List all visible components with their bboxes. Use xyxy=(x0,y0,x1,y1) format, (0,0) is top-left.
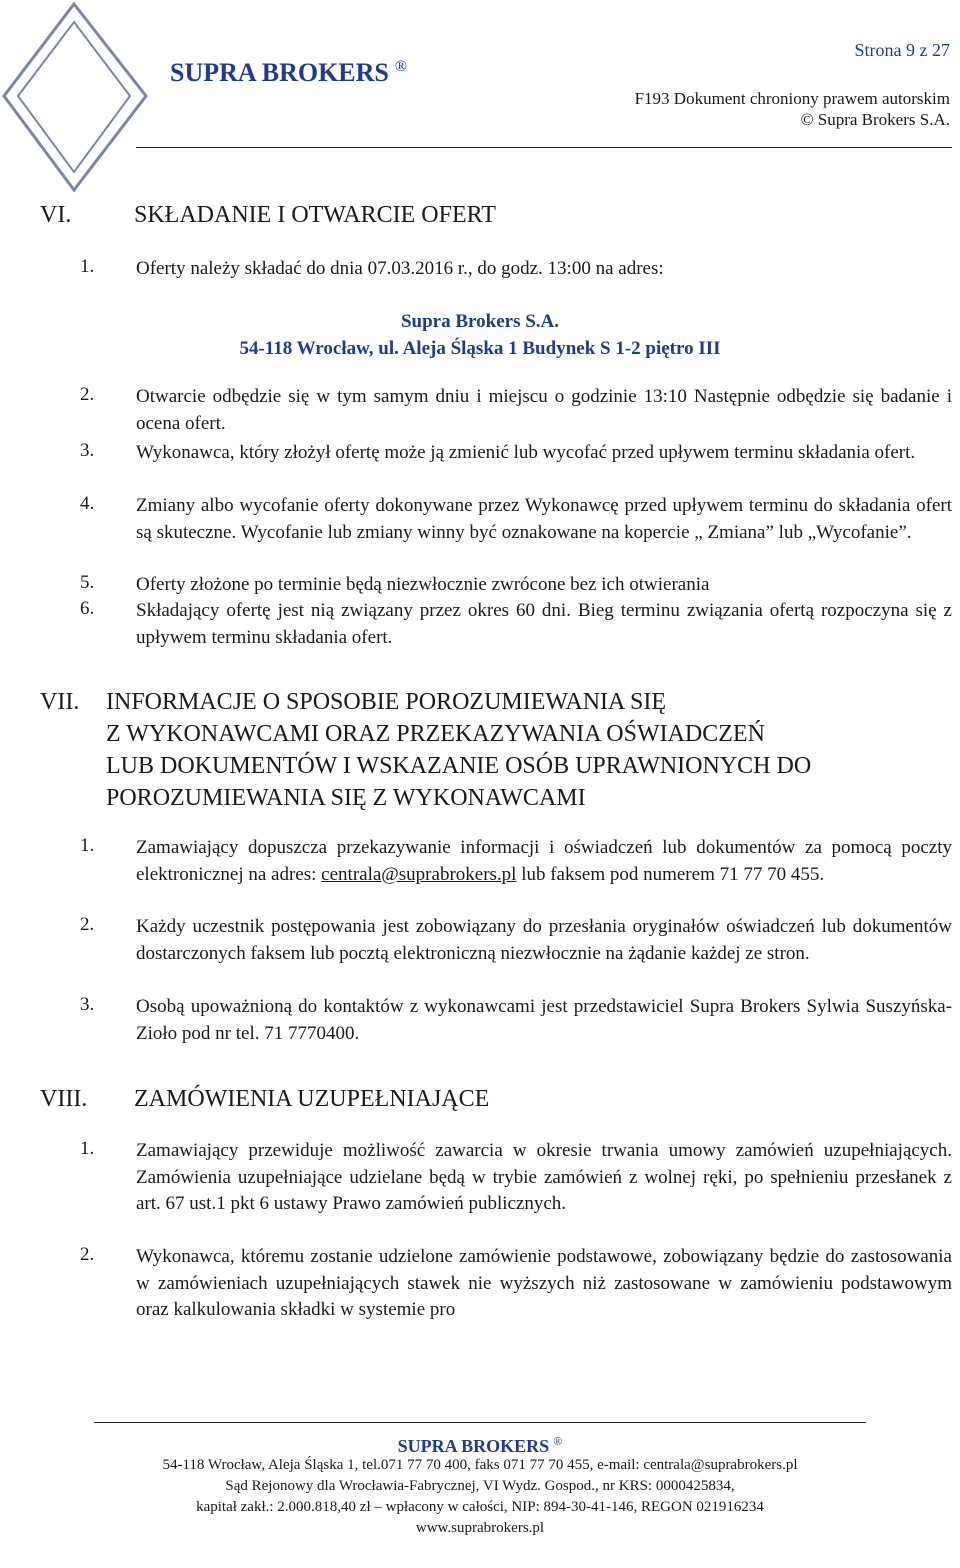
list-item xyxy=(80,598,952,651)
item-text: Oferty złożone po terminie będą niezwłocznie zwrócone bez ich otwierania xyxy=(136,574,710,595)
list-item xyxy=(80,440,952,467)
item-text: Oferty należy składać do dnia 07.03.2016 r., do godz. 13:00 na adres: xyxy=(136,258,664,279)
item-text: Składający ofertę jest nią związany przez okres 60 dni. Bieg terminu związania ofertą rozpoczyna się z upływem terminu składania ofert. xyxy=(136,600,952,648)
item-text: Wykonawca, któremu zostanie udzielone zamówienie podstawowe, zobowiązany będzie do zastosowania w zamówieniach uzupełniających stawek nie wyższych niż zastosowane w zamówieniu podstawowym oraz kalkulowania składki w systemie pro xyxy=(136,1246,952,1320)
section-7-number: VII. xyxy=(40,689,80,715)
list-item xyxy=(80,1138,952,1218)
item-text: Zmiany albo wycofanie oferty dokonywane przez Wykonawcę przed upływem terminu do składania ofert są skuteczne. Wycofanie lub zmiany winny być oznakowane na kopercie „ Zmiana” lub „Wycofanie”. xyxy=(136,495,952,543)
item-text-part: Zamawiający dopuszcza przekazywanie informacji i oświadczeń lub dokumentów za pomocą poczty elektronicznej na adres: xyxy=(136,837,952,885)
item-text: Osobą upoważnioną do kontaktów z wykonawcami jest przedstawiciel Supra Brokers Sylwia Suszyńska-Zioło pod nr tel. 71 7770400. xyxy=(136,996,952,1044)
section-7-title-line: Z WYKONAWCAMI ORAZ PRZEKAZYWANIA OŚWIADCZEŃ xyxy=(106,721,765,747)
item-number: 6. xyxy=(80,598,95,619)
footer-details xyxy=(0,1455,960,1539)
item-number: 2. xyxy=(80,384,95,405)
item-text xyxy=(136,835,952,888)
footer-address: 54-118 Wrocław, Aleja Śląska 1, tel.071 77 70 400, faks 071 77 70 455, e-mail: centrala@suprabrokers.pl xyxy=(162,1457,798,1473)
section-7-title xyxy=(106,686,811,814)
item-text: Otwarcie odbędzie się w tym samym dniu i miejscu o godzinie 13:10 Następnie odbędzie się badanie i ocena ofert. xyxy=(136,386,952,434)
item-number: 2. xyxy=(80,914,95,935)
footer-brand: SUPRA BROKERS ® xyxy=(397,1434,563,1456)
footer-website: www.suprabrokers.pl xyxy=(415,1520,545,1536)
list-item xyxy=(80,914,952,967)
item-text: Zamawiający przewiduje możliwość zawarcia w okresie trwania umowy zamówień uzupełniających. Zamówienia uzupełniające udzielane będą w trybie zamówień z wolnej ręki, po spełnieniu przesłanek z art. 67 ust.1 pkt 6 ustawy Prawo zamówień publicznych. xyxy=(136,1140,952,1214)
address-street: 54-118 Wrocław, ul. Aleja Śląska 1 Budynek S 1-2 piętro III xyxy=(239,338,721,359)
list-item xyxy=(80,835,952,888)
item-number: 1. xyxy=(80,1138,95,1159)
address-company: Supra Brokers S.A. xyxy=(400,311,559,332)
list-item xyxy=(80,384,952,437)
item-text-part: lub faksem pod numerem 71 77 70 455. xyxy=(516,863,825,885)
address-block xyxy=(0,308,960,362)
item-number: 2. xyxy=(80,1244,95,1265)
section-8-number: VIII. xyxy=(40,1086,88,1112)
footer-court: Sąd Rejonowy dla Wrocławia-Fabrycznej, VI Wydz. Gospod., nr KRS: 0000425834, xyxy=(225,1478,735,1494)
list-item xyxy=(80,1244,952,1324)
section-7-title-line: POROZUMIEWANIA SIĘ Z WYKONAWCAMI xyxy=(106,785,586,811)
header-brand: SUPRA BROKERS ® xyxy=(170,58,408,87)
section-6-title: SKŁADANIE I OTWARCIE OFERT xyxy=(134,202,496,228)
copyright-line: F193 Dokument chroniony prawem autorskim xyxy=(634,89,950,108)
section-6-number: VI. xyxy=(40,202,72,228)
item-number: 5. xyxy=(80,572,95,593)
footer-rule xyxy=(94,1422,866,1423)
section-7-title-line: LUB DOKUMENTÓW I WSKAZANIE OSÓB UPRAWNIONYCH DO xyxy=(106,753,812,779)
email-link[interactable]: centrala@suprabrokers.pl xyxy=(321,863,517,885)
item-number: 1. xyxy=(80,835,95,856)
footer-capital: kapitał zakł.: 2.000.818,40 zł – wpłacony w całości, NIP: 894-30-41-146, REGON 021916234 xyxy=(196,1499,764,1515)
item-number: 4. xyxy=(80,493,95,514)
document-copyright xyxy=(635,88,950,130)
item-text: Wykonawca, który złożył ofertę może ją zmienić lub wycofać przed upływem terminu składania ofert. xyxy=(136,442,916,463)
list-item xyxy=(80,256,952,283)
section-7-title-line: INFORMACJE O SPOSOBIE POROZUMIEWANIA SIĘ xyxy=(106,689,667,715)
supra-brokers-logo xyxy=(0,0,150,200)
section-8-title: ZAMÓWIENIA UZUPEŁNIAJĄCE xyxy=(134,1086,490,1112)
item-number: 3. xyxy=(80,440,95,461)
list-item xyxy=(80,994,952,1047)
item-number: 1. xyxy=(80,256,95,277)
copyright-owner: © Supra Brokers S.A. xyxy=(800,110,950,129)
header-rule xyxy=(136,147,952,148)
list-item xyxy=(80,493,952,546)
list-item xyxy=(80,572,952,599)
item-text: Każdy uczestnik postępowania jest zobowiązany do przesłania oryginałów oświadczeń lub dokumentów dostarczonych faksem lub pocztą elektroniczną niezwłocznie na żądanie każdej ze stron. xyxy=(136,916,952,964)
page-number: Strona 9 z 27 xyxy=(854,40,950,60)
item-number: 3. xyxy=(80,994,95,1015)
